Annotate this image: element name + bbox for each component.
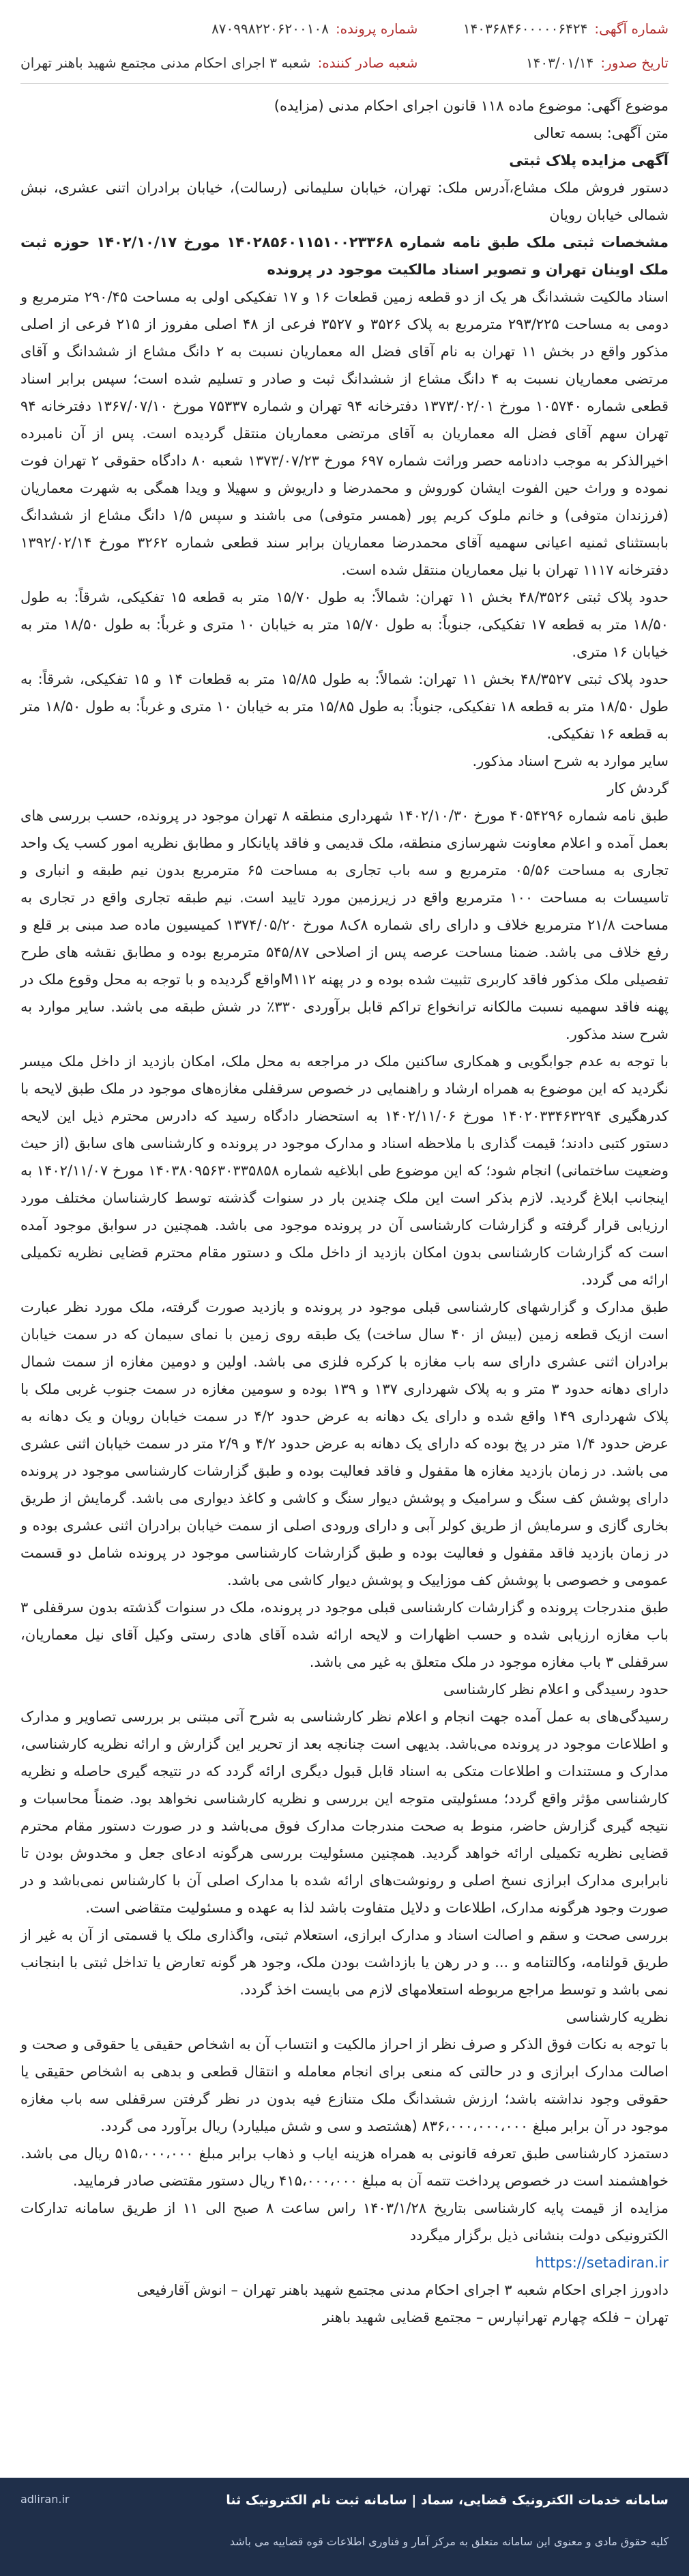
auction-text: مزایده از قیمت پایه کارشناسی بتاریخ ۱۴۰۳/۱/۲۸ راس ساعت ۸ صبح الی ۱۱ از طریق سامانه تدارکات الکترونیکی دولت بنشانی ذیل برگزار میگردد [20,2200,669,2244]
section-opinion-heading: نظریه کارشناسی [566,2009,669,2025]
boundary-3527-paragraph: حدود پلاک ثبتی ۴۸/۳۵۲۷ بخش ۱۱ تهران: شمالاً: به طول ۱۵/۸۵ متر به قطعات ۱۴ و ۱۵ تفکیکی، شرقاً: به طول ۱۸/۵۰ متر به قطعه ۱۸ تفکیکی، جنوباً: به طول ۱۵/۸۵ متر به خیابان ۱۰ متری و غرباً: به طول ۱۸/۵۰ متر به قطعه ۱۶ تفکیکی. [20,671,669,742]
header-right-column [463,20,669,82]
header-divider [20,83,669,84]
spec-paragraph: مشخصات ثبتی ملک طبق نامه شماره ۱۴۰۲۸۵۶۰۱۱۵۱۰۰۲۳۳۶۸ مورخ ۱۴۰۲/۱۰/۱۷ حوزه ثبت ملک اوینان تهران و تصویر اسناد مالکیت موجود در پرونده [20,234,669,278]
header-left-column [20,20,417,82]
footer-copyright: کلیه حقوق مادی و معنوی این سامانه متعلق به مرکز آمار و فناوری اطلاعات قوه قضاییه می باشد [229,2535,669,2548]
case-label: شماره پرونده: [335,20,418,37]
officer-line: دادورز اجرای احکام شعبه ۳ اجرای احکام مدنی مجتمع شهید باهنر تهران – انوش آقارفیعی [136,2282,669,2298]
branch-value: شعبه ۳ اجرای احکام مدنی مجتمع شهید باهنر تهران [20,55,311,71]
case-row [20,20,417,37]
notice-header [20,20,669,82]
footer-site-link[interactable]: adliran.ir [20,2493,70,2506]
fee-paragraph: دستمزد کارشناسی طبق تعرفه قانونی به همراه هزینه ایاب و ذهاب برابر مبلغ ۵۱۵،۰۰۰،۰۰۰ ریال می باشد. خواهشمند است در خصوص پرداخت تتمه آن به مبلغ ۴۱۵،۰۰۰،۰۰۰ ریال دستور مقتضی صادر فرمایید. [20,2145,669,2189]
ownership-paragraph: اسناد مالکیت ششدانگ هر یک از دو قطعه زمین قطعات ۱۶ و ۱۷ تفکیکی اولی به مساحت ۲۹۰/۴۵ مترمربع و دومی به مساحت ۲۹۳/۲۲۵ مترمربع به پلاک ۳۵۲۶ و ۳۵۲۷ فرعی از ۴۸ اصلی مفروز از ۲۱۵ فرعی از اصلی مذکور واقع در بخش ۱۱ تهران به نام آقای فضل اله معماریان نسبت به ۲ دانگ مشاع از ششدانگ و آقای مرتضی معماریان نسبت به ۴ دانگ مشاع از ششدانگ ثبت و صادر و تسلیم شده است؛ سپس برابر اسناد قطعی شماره ۱۰۵۷۴۰ مورخ ۱۳۷۳/۰۲/۰۱ دفترخانه ۹۴ تهران و شماره ۷۵۳۳۷ مورخ ۱۳۶۷/۰۷/۱۰ دفترخانه ۹۴ تهران سهم آقای فضل اله معماریان به آقای مرتضی معماریان منتقل گردیده است. پس از آن نامبرده اخیرالذکر به موجب دادنامه حصر وراثت شماره ۶۹۷ مورخ ۱۳۷۳/۰۷/۲۳ شعبه ۸۰ دادگاه حقوقی ۲ تهران فوت نموده و وراث حین الفوت ایشان کوروش و محمدرضا و داریوش و سهیلا و ویدا همگی به شهرت معماریان (فرزندان متوفی) و خانم ملوک کریم پور (همسر متوفی) می باشند و سپس ۱/۵ دانگ مشاع از ششدانگ بابستثنای ثمنیه اعیانی سهمیه آقای محمدرضا معماریان برابر سند قطعی شماره ۳۲۶۲ مورخ ۱۳۹۲/۰۲/۱۴ دفترخانه ۱۱۱۷ تهران با نیل معماریان منتقل شده است. [20,289,669,578]
goodwill-paragraph: طبق مندرجات پرونده و گزارشات کارشناسی قبلی موجود در پرونده، ملک در سنوات گذشته بدون سرقفلی ۳ باب مغازه ارزیابی شده و حسب اظهارات و لایحه ارائه شده آقای هادی رستی وکیل آقای نیل معماریان، سرقفلی ۳ باب مغازه موجود در ملک متعلق به غیر می باشد. [20,1599,669,1670]
municipality-paragraph: طبق نامه شماره ۴۰۵۴۲۹۶ مورخ ۱۴۰۲/۱۰/۳۰ شهرداری منطقه ۸ تهران موجود در پرونده، حسب بررسی های بعمل آمده و اعلام معاونت شهرسازی منطقه، ملک قدیمی و فاقد پایانکار و مطابق نظریه امور کسب یک واحد تجاری به مساحت ۰۵/۵۶ مترمربع و سه باب تجاری به مساحت ۶۵ مترمربع بدون نیم طبقه و انباری و تاسیسات به مساحت ۱۰۰ مترمربع واقع در زیرزمین مورد تایید است. نیم طبقه تجاری واقع در تجاری به مساحت ۲۱/۸ مترمربع خلاف و دارای رای شماره ۸ک۸ مورخ ۱۳۷۴/۰۵/۲۰ کمیسیون ماده صد مبنی بر قلع و رفع خلاف می باشد. ضمنا مساحت عرصه پس از اصلاحی ۵۴۵/۸۷ مترمربع بوده و مطابق نقشه های طرح تفصیلی ملک مذکور فاقد کاربری تثبیت شده بوده و در پهنه M۱۱۲واقع گردیده و با توجه به محل وقوع ملک در پهنه فاقد سهمیه نسبت مالکانه ترانخواع تراکم قابل برآوردی ۳۳۰٪ در شش طبقه می باشد. سایر موارد به شرح سند مذکور. [20,807,669,1042]
section-report-heading: گردش کار [607,780,669,797]
date-row [463,55,669,71]
auction-link-line [20,2249,669,2276]
intro-paragraph: دستور فروش ملک مشاع،آدرس ملک: تهران، خیابان سلیمانی (رسالت)، خیابان برادران اتنی عشری، نبش شمالی خیابان رویان [20,180,669,223]
footer-services-link[interactable]: سامانه خدمات الکترونیک قضایی، سماد | سامانه ثبت نام الکترونیک ثنا [226,2493,669,2508]
tracking-value: ۱۴۰۳۶۸۴۶۰۰۰۰۰۶۴۲۴ [463,20,588,37]
subject-line: موضوع آگهی: موضوع ماده ۱۱۸ قانون اجرای احکام مدنی (مزایده) [274,98,669,114]
boundary-3526-paragraph: حدود پلاک ثبتی ۴۸/۳۵۲۶ بخش ۱۱ تهران: شمالاً: به طول ۱۵/۷۰ متر به قطعه ۱۵ تفکیکی، شرقاً: به طول ۱۸/۵۰ متر به قطعه ۱۷ تفکیکی، جنوباً: به طول ۱۵/۷۰ متر به خیابان ۱۰ متری و غرباً: به طول ۱۸/۵۰ متر به خیابان ۱۶ متری. [20,589,669,660]
date-value: ۱۴۰۳/۰۱/۱۴ [525,55,594,71]
site-footer [0,2478,689,2576]
tracking-label: شماره آگهی: [594,20,669,37]
case-value: ۸۷۰۹۹۸۲۲۰۶۲۰۰۱۰۸ [211,20,329,37]
verification-paragraph: بررسی صحت و سقم و اصالت اسناد و مدارک ابرازی، استعلام ثبتی، واگذاری ملک یا قسمتی از آن به غیر از طریق قولنامه، وکالتنامه و ... و در رهن یا بازداشت بودن ملک، وجود هر گونه تعارض یا تداخل ثبتی با ابنجانب نمی باشد و توسط مراجع مربوطه استعلامهای لازم می بایست اخذ گردد. [20,1927,669,1998]
text-label-line: متن آگهی: بسمه تعالی [533,125,669,141]
limits-paragraph: رسیدگی‌های به عمل آمده جهت انجام و اعلام نظر کارشناسی به شرح آتی مبتنی بر بررسی تصاویر و مدارک و اطلاعات موجود در پرونده می‌باشد. بدیهی است چنانچه بعد از تحریر این گزارش و ارائه نظریه کارشناسی، مدارک و مستندات و اطلاعات متکی به اسناد قابل قبول دیگری ارائه گردد که در نتیجه گیری حاصله و نظریه کارشناسی مؤثر واقع گردد؛ مسئولیتی متوجه این بررسی و نظریه کارشناسی نخواهد بود. ضمناً محاسبات و نتیجه گیری گزارش حاضر، منوط به صحت مندرجات مدارک فوق می‌باشد و در صورت دستور مقام محترم قضایی نظریه تکمیلی ارائه خواهد گردید. همچنین مسئولیت بررسی هرگونه ادعای جعل و مخدوش بودن تا نابرابری مدارک ابرازی نسخ اصلی و رونوشت‌های ارائه شده با مدارک اصلی آن با کارشناس نمی‌باشد و در صورت وجود هرگونه مدارک، اطلاعات و دلایل متفاوت باشد لذا به عهده و مسئولیت متقاضی است. [20,1708,669,1916]
property-description-paragraph: طبق مدارک و گزارشهای کارشناسی قبلی موجود در پرونده و بازدید صورت گرفته، ملک مورد نظر عبارت است ازیک قطعه زمین (بیش از ۴۰ سال ساخت) یک طبقه روی زمین با نمای سیمان که در سمت خیابان برادران اثنی عشری دارای سه باب مغازه با کرکره فلزی می باشد. اولین و دومین مغازه از سمت شمال دارای دهانه حدود ۳ متر و به پلاک شهرداری ۱۳۷ و ۱۳۹ بوده و سومین مغازه در سمت جنوب غربی ملک با پلاک شهرداری ۱۴۹ واقع شده و دارای یک دهانه به عرض حدود ۴/۲ در سمت خیابان رویان و یک دهانه به عرض حدود ۱/۴ متر در پخ بوده که دارای یک دهانه به عرض حدود ۴/۲ و ۲/۹ متر در سمت خیابان اثنی عشری می باشد. در زمان بازدید مغازه ها مقفول و فاقد فعالیت بوده و طبق گزارشات کارشناسی موجود در پرونده دارای پوشش کف سنگ و سرامیک و پوشش دیوار سنگ و کاشی و کاغذ دیواری می باشد. گرمایش از طریق بخاری گازی و سرمایش از طریق کولر آبی و دارای ورودی اصلی از سمت خیابان برادران اثنی عشری بوده و در زمان بازدید فاقد مقفول و فعالیت بوده و طبق گزارشات کارشناسی موجود در پرونده شامل دو قسمت عمومی و خصوصی با پوشش کف موزاییک و پوشش دیوار کاشی می باشد. [20,1299,669,1588]
date-label: تاریخ صدور: [600,55,669,71]
branch-row [20,55,417,71]
setadiran-link[interactable]: https://setadiran.ir [535,2255,669,2271]
section-limits-heading: حدود رسیدگی و اعلام نظر کارشناسی [443,1681,669,1698]
valuation-paragraph: با توجه به نکات فوق الذکر و صرف نظر از احراز مالکیت و انتساب آن به اشخاص حقیقی یا حقوقی و صحت و اصالت مدارک ابرازی و در حالتی که منعی برای انجام معامله و انتقال قطعی و بدهی به اشخاص حقیقی یا حقوقی وجود نداشته باشد؛ ارزش ششدانگ ملک متنازع فیه بدون در نظر گرفتن سرقفلی سه باب مغازه موجود در آن برابر مبلغ ۸۳۶،۰۰۰،۰۰۰،۰۰۰ (هشتصد و سی و شش میلیارد) ریال برآورد می گردد. [20,2036,669,2134]
address-line: تهران – فلکه چهارم تهرانپارس – مجتمع قضایی شهید باهنر [322,2309,669,2325]
notice-title: آگهی مزایده پلاک ثبتی [509,152,669,169]
notice-body [20,92,669,2331]
auction-paragraph [20,2194,669,2249]
other-items-paragraph: سایر موارد به شرح اسناد مذکور. [472,753,669,769]
tracking-row [463,20,669,37]
inspection-paragraph: با توجه به عدم جوابگویی و همکاری ساکنین ملک در مراجعه به محل ملک، امکان بازدید از داخل ملک میسر نگردید که این موضوع به همراه ارشاد و راهنمایی در خصوص سرقفلی مغازه‌های موجود در ملک طبق لایحه با کدرهگیری ۱۴۰۲۰۳۳۴۶۳۲۹۴ مورخ ۱۴۰۲/۱۱/۰۶ به استحضار دادگاه رسید که دادرس محترم ذیل این لایحه دستور کتبی دادند؛ قیمت گذاری با ملاحظه اسناد و مدارک موجود در پرونده و کارشناسی های سابق (از حیث وضعیت ساختمانی) انجام شود؛ که این موضوع طی ابلاغیه شماره ۱۴۰۳۸۰۹۵۶۳۰۳۳۵۸۵۸ مورخ ۱۴۰۲/۱۱/۰۷ به اینجانب ابلاغ گردید. لازم بذکر است این ملک چندین بار در سنوات گذشته توسط کارشناسان مختلف مورد ارزیابی قرار گرفته و گزارشات کارشناسی آن در پرونده موجود می باشد. همچنین در سوابق موجود آمده است که گزارشات کارشناسی بدون امکان بازدید از داخل ملک و دستور مقام محترم قضایی نظریه تکمیلی ارائه می گردد. [20,1053,669,1288]
branch-label: شعبه صادر کننده: [317,55,418,71]
